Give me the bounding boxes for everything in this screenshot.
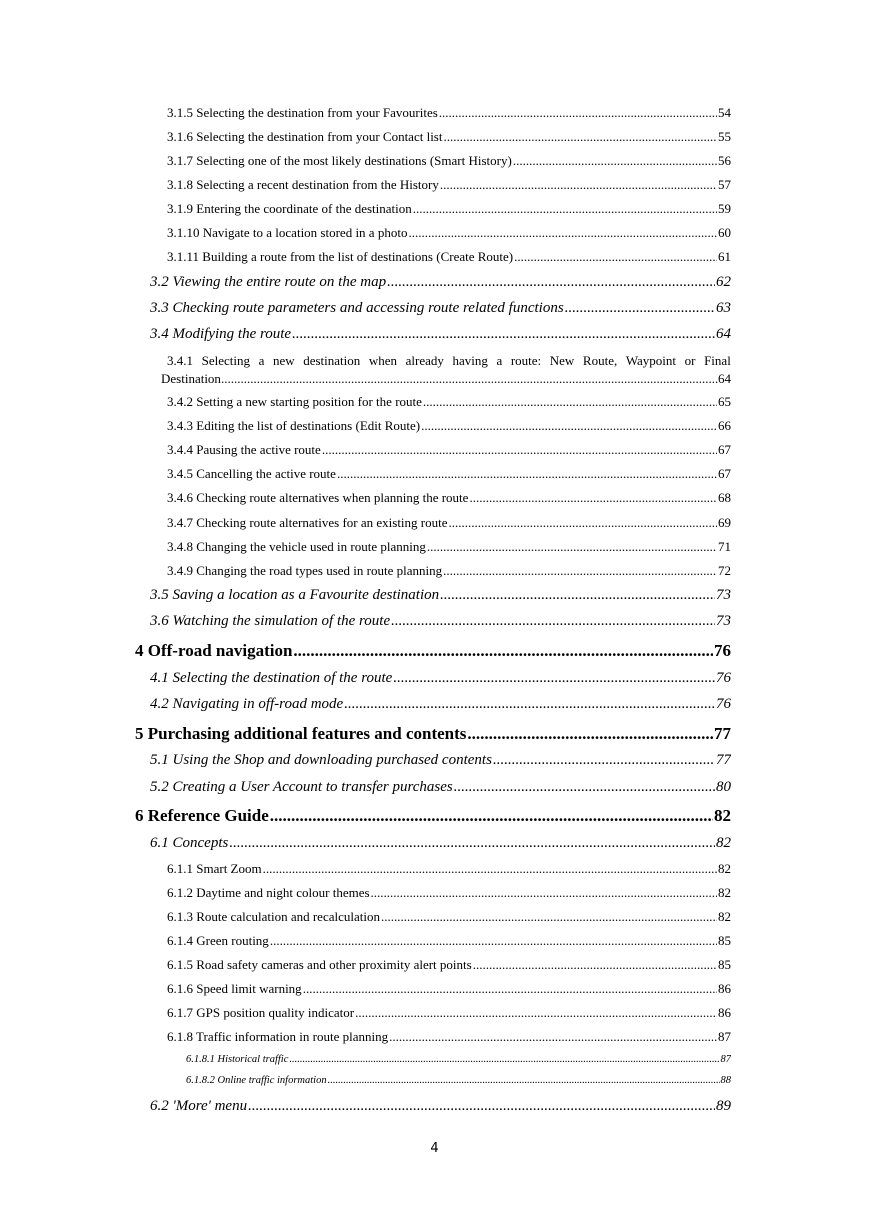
toc-entry-title: 3.1.10 Navigate to a location stored in a photo	[167, 225, 408, 240]
toc-entry-3-3[interactable]	[150, 300, 731, 317]
toc-entry-6-1-4[interactable]	[167, 933, 731, 949]
toc-entry-title-line1	[161, 353, 731, 369]
toc-entry-title: 4 Off-road navigation	[135, 641, 293, 660]
toc-entry-3-4-3[interactable]	[167, 418, 731, 434]
toc-entry-title: 6.2 'More' menu	[150, 1098, 248, 1114]
toc-entry-3-1-9[interactable]	[167, 201, 731, 217]
toc-entry-page: 66	[718, 418, 731, 433]
dot-leader	[270, 933, 717, 949]
dot-leader	[292, 326, 715, 343]
dot-leader	[337, 466, 717, 482]
dot-leader	[493, 752, 715, 769]
toc-entry-page: 85	[718, 957, 731, 972]
toc-entry-title: 6.1.1 Smart Zoom	[167, 861, 262, 876]
toc-entry-page: 71	[718, 539, 731, 554]
dot-leader	[423, 394, 717, 410]
toc-entry-page: 87	[720, 1054, 731, 1065]
title-word: Route,	[582, 353, 618, 368]
toc-entry-title: 3.1.8 Selecting a recent destination from the History	[167, 177, 439, 192]
toc-entry-3-4-1[interactable]	[161, 353, 731, 387]
toc-entry-title: 5.1 Using the Shop and downloading purchased contents	[150, 752, 492, 768]
toc-entry-title-cont: Destination	[161, 371, 221, 386]
toc-entry-title: 3.2 Viewing the entire route on the map	[150, 274, 387, 290]
toc-entry-page: 62	[716, 274, 731, 290]
toc-entry-page: 69	[718, 515, 731, 530]
toc-entry-3-4[interactable]	[150, 326, 731, 343]
dot-leader	[248, 1098, 715, 1115]
toc-entry-6-1-3[interactable]	[167, 909, 731, 925]
toc-entry-page: 57	[718, 177, 731, 192]
title-word: Waypoint	[625, 353, 677, 368]
dot-leader	[565, 300, 715, 317]
toc-entry-page: 54	[718, 105, 731, 120]
dot-leader	[469, 490, 717, 506]
toc-entry-3-6[interactable]	[150, 613, 731, 630]
toc-entry-title: 6.1.7 GPS position quality indicator	[167, 1005, 355, 1020]
toc-entry-3-4-2[interactable]	[167, 394, 731, 410]
dot-leader	[473, 957, 717, 973]
dot-leader	[355, 1005, 717, 1021]
toc-entry-page: 59	[718, 201, 731, 216]
toc-entry-page: 82	[718, 861, 731, 876]
toc-entry-3-4-8[interactable]	[167, 539, 731, 555]
toc-entry-title: 6.1 Concepts	[150, 835, 229, 851]
dot-leader	[289, 1054, 719, 1065]
toc-entry-title: 3.1.11 Building a route from the list of destinations (Create Route)	[167, 249, 514, 264]
toc-entry-page: 82	[714, 806, 731, 825]
toc-entry-page: 82	[718, 885, 731, 900]
toc-entry-page: 82	[716, 835, 731, 851]
toc-entry-3-1-11[interactable]	[167, 249, 731, 265]
dot-leader	[270, 806, 713, 826]
toc-entry-6-2[interactable]	[150, 1098, 731, 1115]
toc-entry-title: 6 Reference Guide	[135, 806, 269, 825]
dot-leader	[263, 861, 717, 877]
dot-leader	[443, 563, 717, 579]
toc-entry-6-1[interactable]	[150, 835, 731, 852]
toc-entry-title: 4.1 Selecting the destination of the route	[150, 670, 393, 686]
toc-entry-page: 67	[718, 442, 731, 457]
dot-leader	[513, 153, 717, 169]
toc-entry-page: 77	[716, 752, 731, 768]
toc-entry-title: 3.4.7 Checking route alternatives for an existing route	[167, 515, 448, 530]
toc-entry-title: 4.2 Navigating in off-road mode	[150, 696, 344, 712]
toc-entry-title: 6.1.2 Daytime and night colour themes	[167, 885, 370, 900]
toc-entry-title: 6.1.3 Route calculation and recalculation	[167, 909, 380, 924]
title-word: a	[258, 353, 265, 368]
toc-entry-title: 3.4.9 Changing the road types used in route planning	[167, 563, 443, 578]
toc-entry-title: 5 Purchasing additional features and contents	[135, 724, 467, 743]
dot-leader	[421, 418, 717, 434]
title-word: Final	[704, 353, 731, 368]
toc-entry-5-2[interactable]	[150, 779, 731, 796]
dot-leader	[427, 539, 717, 555]
dot-leader	[221, 371, 718, 387]
toc-entry-title: 6.1.8.1 Historical traffic	[186, 1054, 289, 1065]
toc-entry-title: 3.1.9 Entering the coordinate of the destination	[167, 201, 412, 216]
dot-leader	[439, 105, 717, 121]
toc-entry-title: 3.4.8 Changing the vehicle used in route planning	[167, 539, 426, 554]
toc-entry-title: 3.1.7 Selecting one of the most likely destinations (Smart History)	[167, 153, 512, 168]
toc-entry-page: 77	[714, 724, 731, 743]
dot-leader	[440, 177, 717, 193]
toc-entry-3-4-7[interactable]	[167, 515, 731, 531]
title-word: when	[368, 353, 398, 368]
toc-entry-3-2[interactable]	[150, 274, 731, 291]
toc-entry-5[interactable]	[135, 724, 731, 744]
dot-leader	[467, 724, 713, 744]
dot-leader	[293, 641, 713, 661]
toc-entry-6-1-5[interactable]	[167, 957, 731, 973]
toc-entry-title: 5.2 Creating a User Account to transfer purchases	[150, 779, 453, 795]
toc-entry-4[interactable]	[135, 641, 731, 661]
toc-entry-page: 73	[716, 587, 731, 603]
toc-entry-6-1-2[interactable]	[167, 885, 731, 901]
dot-leader	[389, 1029, 717, 1045]
toc-entry-page: 80	[716, 779, 731, 795]
toc-entry-page: 88	[720, 1075, 731, 1086]
toc-entry-3-4-6[interactable]	[167, 490, 731, 506]
toc-entry-4-2[interactable]	[150, 696, 731, 713]
toc-entry-page: 68	[718, 490, 731, 505]
toc-entry-title: 6.1.5 Road safety cameras and other proximity alert points	[167, 957, 472, 972]
toc-entry-title: 6.1.8 Traffic information in route planning	[167, 1029, 389, 1044]
dot-leader	[229, 835, 715, 852]
toc-entry-title: 3.4.4 Pausing the active route	[167, 442, 321, 457]
toc-entry-page: 63	[716, 300, 731, 316]
dot-leader	[454, 779, 715, 796]
page-number: 4	[430, 1141, 439, 1156]
dot-leader	[303, 981, 717, 997]
toc-entry-3-1-6[interactable]	[167, 129, 731, 145]
toc-entry-3-1-7[interactable]	[167, 153, 731, 169]
toc-entry-title: 3.4.2 Setting a new starting position for the route	[167, 394, 422, 409]
toc-entry-page: 73	[716, 613, 731, 629]
title-word: 3.4.1	[167, 353, 193, 368]
toc-entry-title: 6.1.6 Speed limit warning	[167, 981, 302, 996]
toc-entry-3-1-8[interactable]	[167, 177, 731, 193]
toc-entry-page: 55	[718, 129, 731, 144]
toc-entry-title: 3.4.3 Editing the list of destinations (Edit Route)	[167, 418, 421, 433]
toc-entry-page: 72	[718, 563, 731, 578]
toc-entry-title: 6.1.4 Green routing	[167, 933, 269, 948]
toc-entry-3-1-10[interactable]	[167, 225, 731, 241]
toc-entry-title: 6.1.8.2 Online traffic information	[186, 1075, 327, 1086]
dot-leader	[514, 249, 717, 265]
toc-entry-3-4-4[interactable]	[167, 442, 731, 458]
toc-entry-page: 76	[714, 641, 731, 660]
toc-entry-6-1-1[interactable]	[167, 861, 731, 877]
toc-entry-page: 67	[718, 466, 731, 481]
dot-leader	[391, 613, 715, 630]
title-word: a	[496, 353, 503, 368]
title-word: New	[549, 353, 575, 368]
toc-entry-title: 3.4.5 Cancelling the active route	[167, 466, 336, 481]
dot-leader	[440, 587, 715, 604]
toc-entry-page: 76	[716, 696, 731, 712]
title-word: having	[452, 353, 488, 368]
toc-entry-6[interactable]	[135, 806, 731, 826]
toc-entry-6-1-8[interactable]	[167, 1029, 731, 1045]
title-word: route:	[510, 353, 542, 368]
toc-entry-page: 76	[716, 670, 731, 686]
toc-entry-title: 3.6 Watching the simulation of the route	[150, 613, 391, 629]
dot-leader	[449, 515, 717, 531]
toc-entry-title: 3.5 Saving a location as a Favourite destination	[150, 587, 440, 603]
toc-entry-3-4-5[interactable]	[167, 466, 731, 482]
title-word: already	[405, 353, 444, 368]
toc-entry-3-5[interactable]	[150, 587, 731, 604]
toc-entry-page: 64	[718, 371, 731, 386]
dot-leader	[443, 129, 717, 145]
toc-entry-5-1[interactable]	[150, 752, 731, 769]
title-word: new	[272, 353, 295, 368]
toc-entry-page: 65	[718, 394, 731, 409]
dot-leader	[371, 885, 717, 901]
toc-entry-title: 3.4 Modifying the route	[150, 326, 292, 342]
toc-entry-title-line2	[161, 371, 731, 387]
toc-entry-title: 3.1.6 Selecting the destination from your Contact list	[167, 129, 443, 144]
toc-entry-3-1-5[interactable]	[167, 105, 731, 121]
dot-leader	[322, 442, 717, 458]
toc-entry-6-1-6[interactable]	[167, 981, 731, 997]
toc-entry-page: 61	[718, 249, 731, 264]
dot-leader	[408, 225, 717, 241]
toc-entry-page: 87	[718, 1029, 731, 1044]
toc-entry-page: 89	[716, 1098, 731, 1114]
toc-entry-4-1[interactable]	[150, 670, 731, 687]
toc-entry-page: 82	[718, 909, 731, 924]
toc-entry-page: 86	[718, 1005, 731, 1020]
title-word: destination	[303, 353, 361, 368]
toc-entry-3-4-9[interactable]	[167, 563, 731, 579]
toc-entry-page: 64	[716, 326, 731, 342]
toc-entry-6-1-8-1[interactable]	[186, 1054, 731, 1065]
toc-entry-title: 3.3 Checking route parameters and accessing route related functions	[150, 300, 564, 316]
dot-leader	[393, 670, 715, 687]
toc-entry-page: 85	[718, 933, 731, 948]
dot-leader	[328, 1075, 720, 1086]
toc-entry-page: 60	[718, 225, 731, 240]
toc-entry-6-1-7[interactable]	[167, 1005, 731, 1021]
toc-entry-title: 3.1.5 Selecting the destination from your Favourites	[167, 105, 438, 120]
dot-leader	[413, 201, 717, 217]
dot-leader	[381, 909, 717, 925]
title-word: Selecting	[201, 353, 250, 368]
toc-entry-6-1-8-2[interactable]	[186, 1075, 731, 1086]
toc-entry-page: 86	[718, 981, 731, 996]
title-word: or	[684, 353, 696, 368]
dot-leader	[387, 274, 715, 291]
toc-entry-title: 3.4.6 Checking route alternatives when planning the route	[167, 490, 469, 505]
toc-entry-page: 56	[718, 153, 731, 168]
dot-leader	[344, 696, 715, 713]
